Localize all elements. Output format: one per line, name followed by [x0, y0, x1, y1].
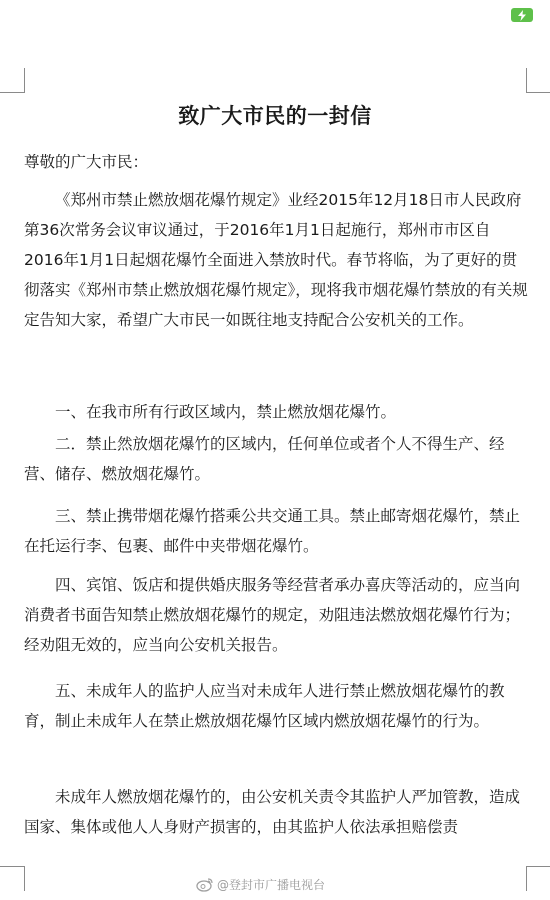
crop-mark-top-left-h — [0, 92, 24, 93]
source-watermark — [196, 876, 325, 893]
crop-mark-top-right-h — [526, 92, 550, 93]
crop-mark-bottom-right-h — [526, 866, 550, 867]
crop-mark-bottom-left-h — [0, 866, 24, 867]
crop-mark-top-right-v — [526, 68, 527, 93]
paragraph-intro: 《郑州市禁止燃放烟花爆竹规定》业经2015年12月18日市人民政府第36次常务会议审议通过，于2016年1月1日起施行，郑州市市区自2016年1月1日起烟花爆竹全面进入禁放时代。春节将临，为了更好的贯彻落实《郑州市禁止燃放烟花爆竹规定》，现将我市烟花爆竹禁放的有关规定告知大家，希望广大市民一如既往地支持配合公安机关的工作。 — [24, 191, 528, 329]
salutation: 尊敬的广大市民： — [24, 153, 149, 171]
paragraph-rule-2: 二．禁止然放烟花爆竹的区域内，任何单位或者个人不得生产、经营、储存、燃放烟花爆竹。 — [24, 435, 505, 483]
paragraph-rule-4: 四、宾馆、饭店和提供婚庆服务等经营者承办喜庆等活动的，应当向消费者书面告知禁止燃放烟花爆竹的规定，劝阻违法燃放烟花爆竹行为；经劝阻无效的，应当向公安机关报告。 — [24, 576, 521, 654]
paragraph-rule-1: 一、在我市所有行政区域内，禁止燃放烟花爆竹。 — [55, 403, 397, 421]
weibo-icon — [196, 877, 214, 892]
paragraph-minor-liability: 未成年人燃放烟花爆竹的，由公安机关责令其监护人严加管教，造成国家、集体或他人人身财产损害的，由其监护人依法承担赔偿责 — [24, 788, 521, 836]
paragraph-rule-3: 三、禁止携带烟花爆竹搭乘公共交通工具。禁止邮寄烟花爆竹，禁止在托运行李、包裹、邮件中夹带烟花爆竹。 — [24, 507, 521, 555]
battery-charging-icon — [511, 8, 533, 22]
crop-mark-bottom-right-v — [526, 866, 527, 891]
paragraph-rule-5: 五、未成年人的监护人应当对未成年人进行禁止燃放烟花爆竹的教育，制止未成年人在禁止燃放烟花爆竹区域内燃放烟花爆竹的行为。 — [24, 682, 505, 730]
crop-mark-bottom-left-v — [24, 866, 25, 891]
crop-mark-top-left-v — [24, 68, 25, 93]
watermark-text: @登封市广播电视台 — [217, 878, 326, 892]
document-title: 致广大市民的一封信 — [178, 104, 372, 128]
